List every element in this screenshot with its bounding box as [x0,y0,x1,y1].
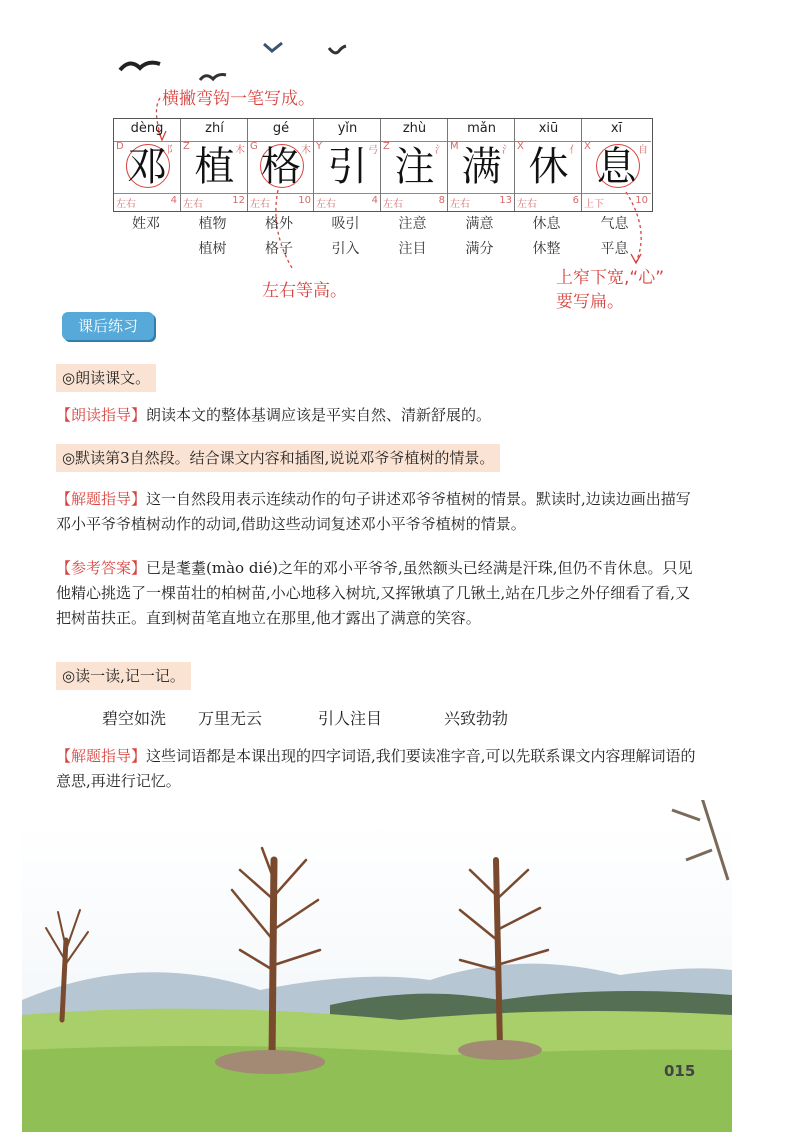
index-letter: G [250,141,258,152]
structure: 左右 [450,199,470,210]
radical: 自 [638,145,648,156]
index-letter: Z [183,141,190,152]
word-list [446,212,513,262]
word: 休息 [532,216,561,232]
pinyin: xī [610,121,623,136]
char-cell [447,119,515,211]
guide-tag: 【解题指导】 [56,490,147,508]
index-letter: X [584,141,591,152]
guide-tag: 【朗读指导】 [56,406,147,424]
radical: 阝 [167,145,177,156]
char-cell [114,119,180,211]
idiom: 万里无云 [198,709,263,728]
guide-text: 这一自然段用表示连续动作的句子讲述邓爷爷植树的情景。默读时,边读边画出描写邓小平爷爷植树动作的动词,借助这些动词复述邓小平爷爷植树的情景。 [56,490,691,533]
word-list [179,212,246,262]
hanzi: 息 [596,144,637,190]
word: 注意 [398,216,427,232]
radical: 亻 [569,145,579,156]
word: 格子 [265,241,293,257]
char-cell [247,119,314,211]
guide-text: 这些词语都是本课出现的四字词语,我们要读准字音,可以先联系课文内容理解词语的意思,再进行记忆。 [56,747,696,790]
char-cell [180,119,248,211]
word-list [246,212,312,262]
pinyin: yǐn [337,121,358,136]
radical: 氵 [502,145,512,156]
page-number: 015 [664,1062,696,1080]
radical: 弓 [368,145,378,156]
stroke-count: 8 [438,195,445,206]
question-3: ◎读一读,记一记。 [56,662,191,690]
word: 植物 [198,216,227,232]
annotation-top: 横撇弯钩一笔写成。 [162,89,315,109]
word: 吸引 [331,216,360,232]
stroke-count: 10 [298,195,311,206]
stroke-count: 4 [170,195,177,206]
word: 休整 [532,241,561,257]
section-title: 课后练习 [62,312,154,340]
character-table [113,118,653,212]
hanzi: 注 [394,144,435,190]
hanzi: 满 [461,144,502,190]
word: 气息 [600,216,629,232]
stroke-count: 4 [371,195,378,206]
answer-tag: 【参考答案】 [56,559,147,577]
reading-guide [56,403,696,428]
word: 满意 [465,216,494,232]
word: 植树 [198,241,227,257]
pinyin: dèng [130,121,164,136]
structure: 左右 [316,199,336,210]
index-letter: Y [316,141,323,152]
annotation-right-line2: 要写扁。 [556,292,624,312]
solution-guide-3 [56,744,696,794]
index-letter: D [116,141,124,152]
idiom: 引人注目 [318,709,383,728]
pinyin: mǎn [467,121,496,136]
char-cell [514,119,582,211]
char-cell [581,119,651,211]
hanzi: 邓 [127,144,167,190]
structure: 左右 [383,199,403,210]
word-list [580,212,649,262]
char-cell [313,119,381,211]
word: 注目 [398,241,427,257]
idiom: 兴致勃勃 [444,709,509,728]
word-list [113,212,179,237]
question-2: ◎默读第3自然段。结合课文内容和插图,说说邓爷爷植树的情景。 [56,444,500,472]
pinyin: zhí [205,121,224,136]
structure: 左右 [116,199,136,210]
hanzi: 引 [327,144,368,190]
structure: 左右 [183,199,203,210]
radical: 木 [301,145,311,156]
pinyin: gé [272,121,290,136]
index-letter: Z [383,141,390,152]
word-list [312,212,379,262]
stroke-count: 6 [572,195,579,206]
hanzi: 休 [528,144,569,190]
word-list [513,212,580,262]
idiom: 碧空如洗 [102,709,167,728]
char-cell [380,119,448,211]
stroke-count: 12 [232,195,245,206]
word: 姓邓 [132,216,160,232]
question-1: ◎朗读课文。 [56,364,156,392]
word: 满分 [465,241,494,257]
guide-text: 朗读本文的整体基调应该是平实自然、清新舒展的。 [146,406,492,424]
word: 平息 [600,241,629,257]
hanzi: 格 [261,144,301,190]
annotation-right-line1: 上窄下宽,“心” [556,268,665,288]
guide-tag: 【解题指导】 [56,747,147,765]
structure: 左右 [250,199,270,210]
tree-planting-illustration [0,800,800,1132]
radical: 氵 [435,145,445,156]
index-letter: X [517,141,524,152]
index-letter: M [450,141,459,152]
annotation-right [556,266,664,314]
word: 引入 [331,241,360,257]
structure: 左右 [517,199,537,210]
word-list [379,212,446,262]
word: 格外 [265,216,293,232]
solution-guide [56,487,696,537]
answer-text: 已是耄耋(mào dié)之年的邓小平爷爷,虽然额头已经满是汗珠,但仍不肯休息。只见他精心挑选了一棵苗壮的柏树苗,小心地移入树坑,又挥锹填了几锹土,站在几步之外仔细看了看,又把树苗扶正。直到树苗笔直地立在那里,他才露出了满意的笑容。 [56,559,693,627]
pinyin: xiū [538,121,559,136]
structure: 上下 [584,199,604,210]
hanzi: 植 [194,144,235,190]
reference-answer [56,556,696,631]
stroke-count: 10 [635,195,648,206]
radical: 木 [235,145,245,156]
stroke-count: 13 [499,195,512,206]
pinyin: zhù [402,121,427,136]
annotation-middle: 左右等高。 [262,281,347,301]
